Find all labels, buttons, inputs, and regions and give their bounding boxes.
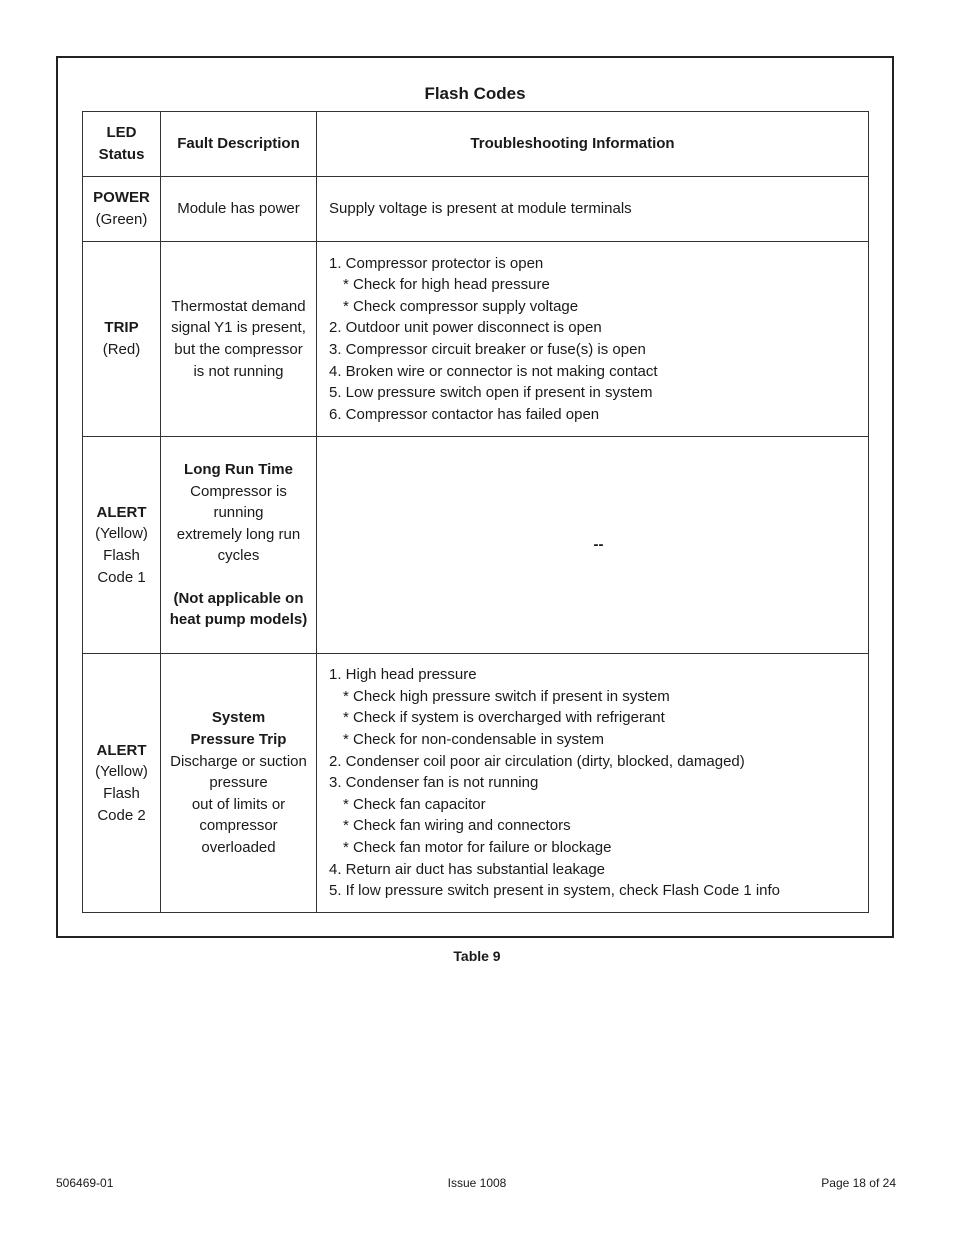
table-title: Flash Codes	[424, 84, 526, 103]
table-row	[83, 654, 869, 913]
table-row	[83, 177, 869, 242]
header-row	[83, 112, 869, 177]
trouble-line: 1. Compressor protector is open	[329, 254, 544, 272]
led-color: (Yellow)	[95, 763, 148, 781]
trouble-line: * Check high pressure switch if present in system	[343, 687, 670, 705]
led-cell	[83, 654, 161, 913]
trouble-line: 5. Low pressure switch open if present in system	[329, 384, 653, 402]
led-color: (Yellow)	[95, 525, 148, 543]
spacer	[161, 567, 316, 588]
led-color: (Green)	[95, 211, 148, 228]
table-caption: Table 9	[453, 948, 501, 964]
header-troubleshooting: Troubleshooting Information	[317, 112, 869, 177]
fault-line: Compressor is	[190, 482, 287, 500]
fault-cell: Module has power	[161, 177, 317, 242]
led-name: ALERT	[96, 741, 147, 759]
trouble-line: 4. Return air duct has substantial leakage	[329, 860, 605, 878]
table-row	[83, 437, 869, 654]
led-cell	[83, 242, 161, 437]
fault-title: System	[211, 709, 266, 727]
fault-line: Discharge or suction	[170, 752, 307, 770]
trouble-line: * Check fan wiring and connectors	[343, 817, 571, 835]
trouble-line: 2. Outdoor unit power disconnect is open	[329, 319, 602, 337]
fault-title: Long Run Time	[184, 460, 293, 478]
header-status: Status	[98, 146, 145, 163]
flash-codes-frame	[56, 56, 894, 938]
led-name: TRIP	[104, 319, 139, 337]
fault-line: Thermostat demand	[171, 297, 306, 315]
trouble-cell	[317, 654, 869, 913]
footer-doc-number: 506469-01	[56, 1176, 114, 1190]
fault-line: is not running	[193, 362, 284, 380]
fault-note: heat pump models)	[169, 611, 308, 629]
led-cell	[83, 437, 161, 654]
fault-note: (Not applicable on	[173, 589, 304, 607]
trouble-line: 1. High head pressure	[329, 666, 477, 684]
trouble-cell	[317, 242, 869, 437]
trouble-cell: --	[317, 437, 869, 654]
table-row	[83, 242, 869, 437]
fault-line: extremely long run	[176, 525, 301, 543]
fault-line: compressor	[199, 817, 278, 835]
fault-cell	[161, 437, 317, 654]
fault-cell	[161, 654, 317, 913]
fault-title: Pressure Trip	[190, 731, 287, 749]
led-color: (Red)	[102, 341, 141, 358]
footer-issue: Issue 1008	[447, 1176, 507, 1190]
trouble-line: 3. Condenser fan is not running	[329, 774, 539, 792]
led-cell	[83, 177, 161, 242]
trouble-line: * Check compressor supply voltage	[343, 297, 579, 315]
led-code: Code 1	[97, 568, 146, 586]
fault-line: out of limits or	[191, 795, 286, 813]
fault-line: but the compressor	[174, 341, 303, 358]
trouble-line: 4. Broken wire or connector is not making contact	[329, 362, 658, 380]
trouble-line: * Check if system is overcharged with refrigerant	[343, 709, 665, 727]
trouble-line: * Check fan motor for failure or blockage	[343, 838, 612, 856]
led-name: POWER	[93, 189, 150, 207]
header-led: LED	[106, 124, 137, 142]
trouble-line: * Check fan capacitor	[343, 795, 486, 813]
fault-line: pressure	[209, 774, 268, 792]
trouble-line: 5. If low pressure switch present in system, check Flash Code 1 info	[329, 882, 781, 900]
led-flash: Flash	[103, 547, 140, 564]
trouble-line: 2. Condenser coil poor air circulation (dirty, blocked, damaged)	[329, 752, 745, 770]
led-flash: Flash	[103, 785, 140, 802]
trouble-line: 6. Compressor contactor has failed open	[329, 405, 600, 423]
fault-line: running	[213, 504, 264, 522]
trouble-line: 3. Compressor circuit breaker or fuse(s) is open	[329, 341, 646, 358]
header-led-status	[83, 112, 161, 177]
fault-line: cycles	[217, 547, 260, 565]
header-fault-description: Fault Description	[161, 112, 317, 177]
led-code: Code 2	[97, 806, 146, 824]
flash-codes-table	[82, 111, 869, 913]
footer-page-number: Page 18 of 24	[821, 1176, 896, 1190]
trouble-cell: Supply voltage is present at module terminals	[317, 177, 869, 242]
fault-line: signal Y1 is present,	[171, 319, 306, 337]
fault-line: overloaded	[201, 838, 276, 856]
trouble-line: * Check for non-condensable in system	[343, 731, 604, 749]
led-name: ALERT	[96, 503, 147, 521]
trouble-line: * Check for high head pressure	[343, 276, 550, 294]
fault-cell	[161, 242, 317, 437]
